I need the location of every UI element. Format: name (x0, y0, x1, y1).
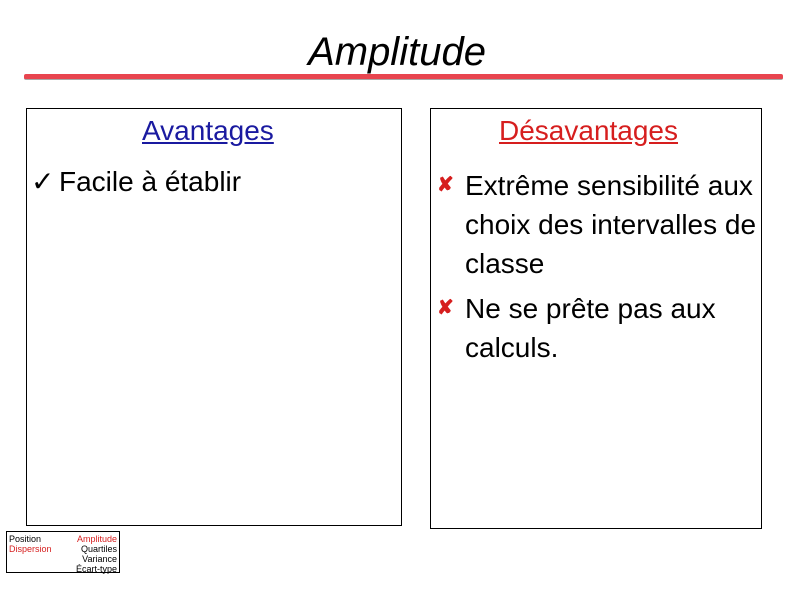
x-icon: ✘ (437, 174, 454, 196)
disadvantage-text: Ne se prête pas aux calculs. (465, 293, 716, 363)
navigation-box (6, 531, 120, 573)
nav-left-column (9, 534, 52, 554)
advantage-text: Facile à établir (59, 166, 242, 197)
title-underline-bar (24, 74, 783, 80)
page-title: Amplitude (308, 30, 486, 74)
nav-right-column (76, 534, 117, 574)
disadvantage-item (437, 166, 765, 283)
disadvantages-panel (430, 108, 762, 529)
advantages-panel (26, 108, 402, 526)
nav-link-amplitude[interactable]: Amplitude (76, 534, 117, 544)
advantages-heading: Avantages (142, 115, 274, 146)
x-icon: ✘ (437, 297, 454, 319)
disadvantage-item (437, 289, 765, 367)
disadvantages-heading: Désavantages (499, 115, 679, 146)
nav-link-position[interactable]: Position (9, 534, 42, 544)
advantage-item (31, 166, 241, 198)
disadvantage-text: Extrême sensibilité aux choix des intervalles de classe (465, 170, 757, 279)
nav-link-ecart-type[interactable]: Écart-type (75, 564, 117, 574)
check-icon: ✓ (31, 166, 55, 197)
nav-link-dispersion[interactable]: Dispersion (9, 544, 52, 554)
nav-link-quartiles[interactable]: Quartiles (80, 544, 117, 554)
nav-link-variance[interactable]: Variance (82, 554, 117, 564)
